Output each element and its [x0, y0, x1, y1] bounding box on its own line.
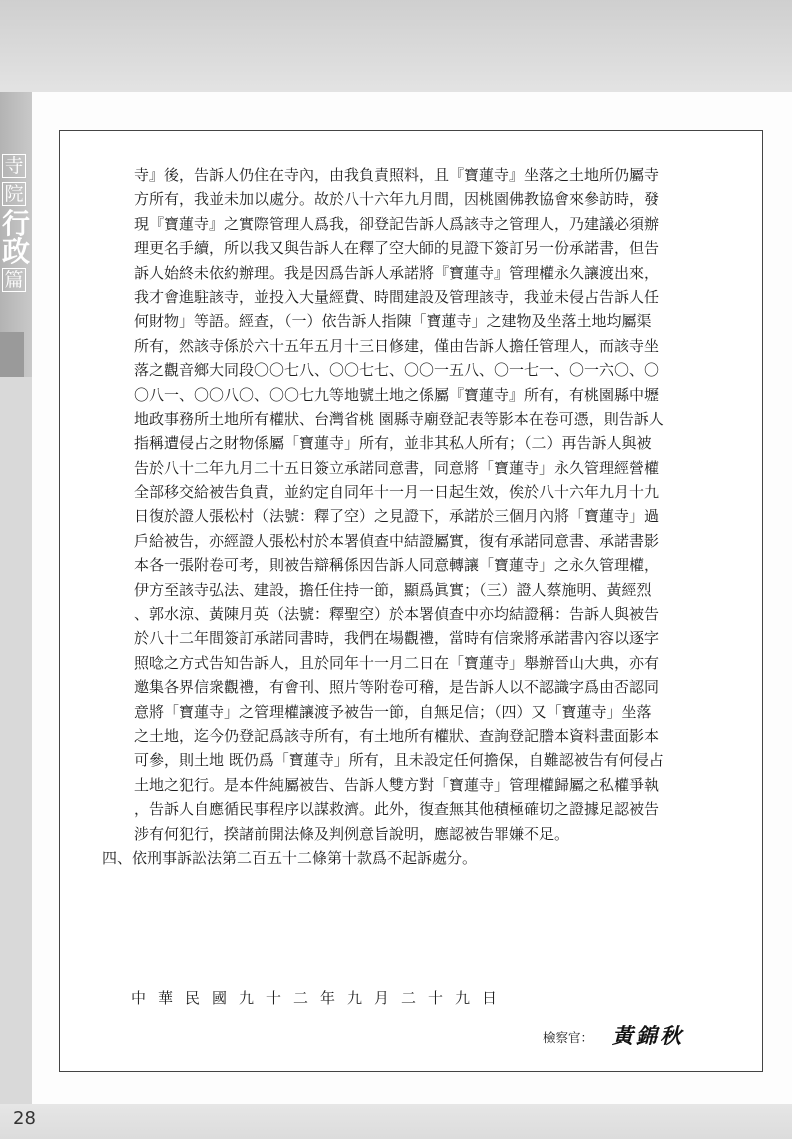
signature-label: 檢察官：	[543, 1030, 594, 1045]
signature-name: 黃錦秋	[612, 1023, 684, 1048]
text-line: 地政事務所土地所有權狀、台灣省桃 園縣寺廟登記表等影本在卷可憑，則告訴人	[134, 409, 664, 428]
text-line: 涉有何犯行，揆諸前開法條及判例意旨說明，應認被告罪嫌不足。	[134, 824, 570, 843]
text-line: 土地之犯行。是本件純屬被告、告訴人雙方對「寶蓮寺」管理權歸屬之私權爭執	[134, 775, 660, 794]
text-line: 戶給被告，亦經證人張松村於本署偵查中結證屬實，復有承諾同意書、承諾書影	[134, 531, 660, 550]
text-line: 方所有，我並未加以處分。故於八十六年九月間，因桃園佛教協會來參訪時，發	[134, 190, 660, 209]
text-line: 、郭水涼、黃陳月英（法號：釋聖空）於本署偵查中亦均結證稱：告訴人與被告	[134, 605, 660, 624]
text-line: 日復於證人張松村（法號：釋了空）之見證下，承諾於三個月內將「寶蓮寺」過	[134, 507, 660, 526]
text-line: 四、依刑事訴訟法第二百五十二條第十款爲不起訴處分。	[102, 848, 478, 867]
text-line: 何財物」等語。經查，（一）依告訴人指陳「寶蓮寺」之建物及坐落土地均屬渠	[134, 312, 652, 331]
bottom-margin	[0, 1104, 792, 1139]
text-line: 意將「寶蓮寺」之管理權讓渡予被告一節，自無足信；（四）又「寶蓮寺」坐落	[134, 702, 652, 721]
text-line: 〇八一、〇〇八〇、〇〇七九等地號土地之係屬『寶蓮寺』所有，有桃園縣中壢	[134, 385, 660, 404]
text-line: 本各一張附卷可考，則被告辯稱係因告訴人同意轉讓「寶蓮寺」之永久管理權，	[134, 556, 660, 575]
text-line: 指稱遭侵占之財物係屬「寶蓮寺」所有，並非其私人所有；（二）再告訴人與被	[134, 434, 652, 453]
section-tab-char-2: 院	[2, 182, 26, 206]
document-date: 中華民國九十二年九月二十九日	[131, 989, 510, 1007]
section-tab-char-1: 寺	[2, 154, 26, 178]
text-line: 我才會進駐該寺，並投入大量經費、時間建設及管理該寺，我並未侵占告訴人任	[134, 287, 660, 306]
text-line: 照唸之方式告知告訴人，且於同年十一月二日在「寶蓮寺」舉辦晉山大典，亦有	[134, 653, 660, 672]
text-line: 於八十二年間簽訂承諾同書時，我們在場觀禮，當時有信衆將承諾書內容以逐字	[134, 629, 660, 648]
text-line: ，告訴人自應循民事程序以謀救濟。此外，復查無其他積極確切之證據足認被告	[134, 800, 660, 819]
document-body	[72, 163, 712, 870]
text-line: 告於八十二年九月二十五日簽立承諾同意書，同意將「寶蓮寺」永久管理經營權	[134, 458, 660, 477]
text-line: 理更名手續，所以我又與告訴人在釋了空大師的見證下簽訂另一份承諾書，但告	[134, 239, 660, 258]
section-tab	[0, 92, 32, 377]
text-line: 落之觀音鄉大同段〇〇七八、〇〇七七、〇〇一五八、〇一七一、〇一六〇、〇	[134, 361, 660, 380]
section-tab-char-3: 行	[1, 207, 30, 240]
text-line: 伊方至該寺弘法、建設，擔任住持一節，顯爲眞實；（三）證人蔡施明、黃經烈	[134, 580, 652, 599]
text-line: 所有，然該寺係於六十五年五月十三日修建，僅由告訴人擔任管理人，而該寺坐	[134, 336, 660, 355]
section-tab-char-5: 篇	[2, 268, 26, 292]
text-line: 之土地，迄今仍登記爲該寺所有，有土地所有權狀、查詢登記謄本資料畫面影本	[134, 726, 660, 745]
page-number: 28	[13, 1108, 36, 1129]
text-line: 訴人始終未依約辦理。我是因爲告訴人承諾將『寶蓮寺』管理權永久讓渡出來，	[134, 263, 660, 282]
text-line: 全部移交給被告負責，並約定自同年十一月一日起生效，俟於八十六年九月十九	[134, 483, 660, 502]
section-tab-edge	[0, 332, 24, 377]
section-tab-char-4: 政	[1, 235, 30, 268]
top-margin	[0, 0, 792, 92]
text-line: 可參，則土地 既仍爲「寶蓮寺」所有，且未設定任何擔保，自難認被告有何侵占	[134, 751, 664, 770]
text-line: 現『寶蓮寺』之實際管理人爲我，卻登記告訴人爲該寺之管理人，乃建議必須辦	[134, 214, 660, 233]
text-line: 寺』後，告訴人仍住在寺內，由我負責照料，且『寶蓮寺』坐落之土地所仍屬寺	[134, 166, 660, 184]
text-line: 邀集各界信衆觀禮，有會刊、照片等附卷可稽，是告訴人以不認識字爲由否認同	[134, 678, 660, 697]
